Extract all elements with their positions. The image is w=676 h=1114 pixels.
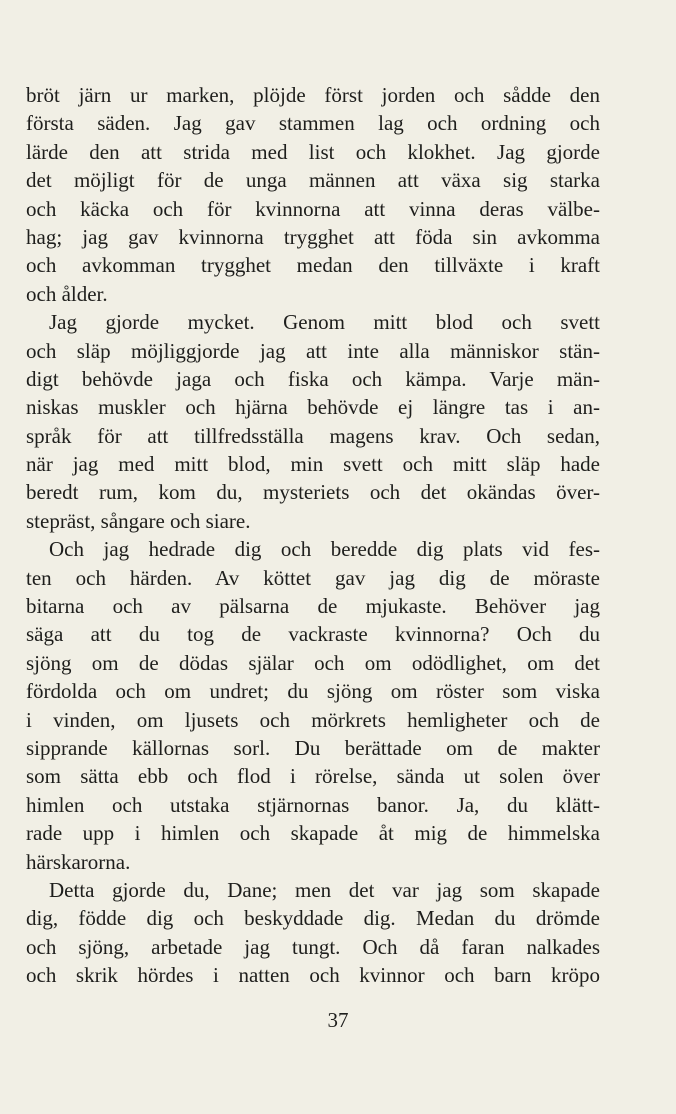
text-line: sipprande källornas sorl. Du berättade om de makter <box>26 735 600 760</box>
text-line: sjöng om de dödas själar och om odödlighet, om det <box>26 650 600 675</box>
text-line: bröt järn ur marken, plöjde först jorden och sådde den <box>26 83 600 107</box>
text-line: och skrik hördes i natten och kvinnor och barn kröpo <box>26 963 600 988</box>
text-line: lärde den att strida med list och klokhet. Jag gjorde <box>26 139 600 164</box>
text-line: beredt rum, kom du, mysteriets och det okändas över- <box>26 480 600 505</box>
text-line: språk för att tillfredsställa magens krav. Och sedan, <box>26 423 600 448</box>
text-line: och avkomman trygghet medan den tillväxte i kraft <box>26 253 600 278</box>
text-line: säga att du tog de vackraste kvinnorna? Och du <box>26 622 600 647</box>
text-line: det möjligt för de unga männen att växa sig starka <box>26 168 600 193</box>
text-line: första säden. Jag gav stammen lag och ordning och <box>26 111 600 136</box>
paragraph-first-line: Och jag hedrade dig och beredde dig plats vid fes- <box>49 537 600 562</box>
text-line: och sjöng, arbetade jag tungt. Och då faran nalkades <box>26 934 600 959</box>
text-line: dig, födde dig och beskyddade dig. Medan du drömde <box>26 906 600 931</box>
text-line: och ålder. <box>26 281 108 306</box>
text-line: digt behövde jaga och fiska och kämpa. Varje män- <box>26 366 600 391</box>
text-line: rade upp i himlen och skapade åt mig de himmelska <box>26 821 600 846</box>
page-number: 37 <box>327 1008 349 1032</box>
text-line: bitarna och av pälsarna de mjukaste. Behöver jag <box>26 594 600 619</box>
paragraph-first-line: Detta gjorde du, Dane; men det var jag som skapade <box>49 877 600 902</box>
book-page-text <box>26 81 600 990</box>
text-line: i vinden, om ljusets och mörkrets hemligheter och de <box>26 707 600 732</box>
text-line: som sätta ebb och flod i rörelse, sända ut solen över <box>26 764 600 789</box>
paragraph-first-line: Jag gjorde mycket. Genom mitt blod och svett <box>49 310 600 335</box>
text-line: fördolda och om undret; du sjöng om röster som viska <box>26 679 600 704</box>
text-line: ten och härden. Av köttet gav jag dig de möraste <box>26 565 600 590</box>
text-line: hag; jag gav kvinnorna trygghet att föda sin avkomma <box>26 224 600 249</box>
text-line: niskas muskler och hjärna behövde ej längre tas i an- <box>26 395 600 420</box>
text-line: och käcka och för kvinnorna att vinna deras välbe- <box>26 196 600 221</box>
text-line: himlen och utstaka stjärnornas banor. Ja, du klätt- <box>26 792 600 817</box>
text-line: stepräst, sångare och siare. <box>26 508 251 533</box>
text-line: när jag med mitt blod, min svett och mitt släp hade <box>26 452 600 477</box>
text-line: härskarorna. <box>26 849 131 874</box>
text-line: och släp möjliggjorde jag att inte alla människor stän- <box>26 338 600 363</box>
